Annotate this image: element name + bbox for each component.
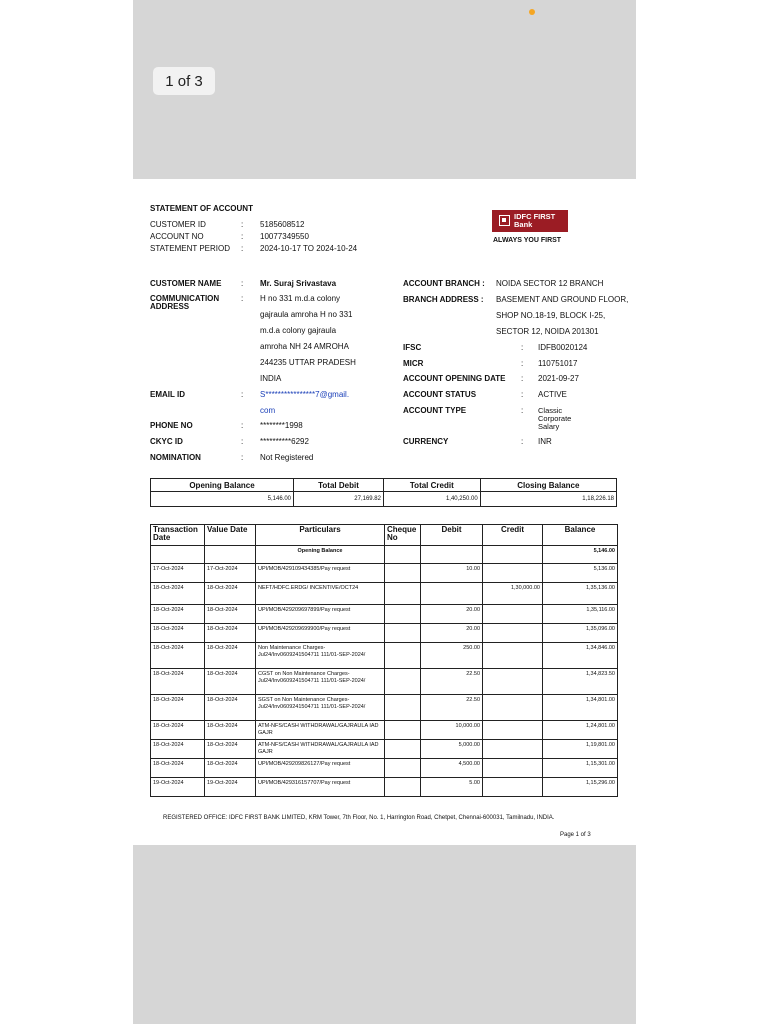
transaction-debit: 22.50: [421, 669, 483, 695]
transaction-credit: [483, 695, 543, 721]
page-indicator: 1 of 3: [153, 67, 215, 95]
column-header: Transaction Date: [151, 525, 205, 546]
transaction-balance: 1,15,301.00: [543, 759, 618, 778]
transaction-particulars: ATM-NFS/CASH WITHDRAWAL/GAJRAULA IAD GAJR: [256, 740, 385, 759]
phone-value: ********1998: [260, 421, 303, 430]
transaction-value-date: 18-Oct-2024: [205, 695, 256, 721]
transaction-cheque: [385, 564, 421, 583]
transaction-particulars: NEFT/HDFC.ERDG/ INCENTIVE/OCT24: [256, 583, 385, 605]
transaction-value-date: 18-Oct-2024: [205, 759, 256, 778]
nomination-label: NOMINATION: [150, 453, 201, 462]
transaction-value-date: 17-Oct-2024: [205, 564, 256, 583]
summary-header: Opening Balance: [151, 479, 294, 492]
transaction-particulars: CGST on Non Maintenance Charges-Jul24/Inv0609241504711 111/01-SEP-2024/: [256, 669, 385, 695]
statement-page: [133, 179, 636, 845]
transaction-credit: [483, 778, 543, 797]
address-line: 244235 UTTAR PRADESH: [260, 358, 356, 367]
idfc-first-bank-logo: [492, 210, 568, 232]
transaction-cheque: [385, 643, 421, 669]
transaction-value-date: 18-Oct-2024: [205, 605, 256, 624]
customer-id-label: CUSTOMER ID: [150, 220, 206, 229]
total-debit-value: 27,169.82: [294, 492, 384, 507]
transaction-debit: 5.00: [421, 778, 483, 797]
opening-date-value: 2021-09-27: [538, 374, 579, 383]
account-no-value: 10077349550: [260, 232, 309, 241]
account-type-line: Salary: [538, 422, 560, 431]
transaction-balance: 5,136.00: [543, 564, 618, 583]
currency-label: CURRENCY: [403, 437, 449, 446]
transaction-value-date: 18-Oct-2024: [205, 624, 256, 643]
branch-address-line: SECTOR 12, NOIDA 201301: [496, 327, 599, 336]
transaction-particulars: Non Maintenance Charges-Jul24/Inv0609241504711 111/01-SEP-2024/: [256, 643, 385, 669]
transaction-value-date: 18-Oct-2024: [205, 721, 256, 740]
bank-logo-icon: [499, 215, 510, 226]
account-no-colon: :: [241, 232, 244, 241]
colon: :: [241, 453, 244, 462]
total-credit-value: 1,40,250.00: [383, 492, 480, 507]
transaction-value-date: 18-Oct-2024: [205, 740, 256, 759]
logo-line-1: IDFC FIRST: [514, 212, 556, 221]
logo-text: [514, 213, 555, 229]
transaction-date: 18-Oct-2024: [151, 624, 205, 643]
transaction-cheque: [385, 759, 421, 778]
transaction-balance: 1,34,823.50: [543, 669, 618, 695]
transaction-cheque: [385, 740, 421, 759]
transaction-debit: 5,000.00: [421, 740, 483, 759]
address-line: gajraula amroha H no 331: [260, 310, 353, 319]
transaction-value-date: 18-Oct-2024: [205, 669, 256, 695]
transaction-debit: [421, 583, 483, 605]
transaction-cheque: [385, 669, 421, 695]
transaction-particulars: UPI/MOB/429109434385/Pay request: [256, 564, 385, 583]
transaction-debit: 20.00: [421, 605, 483, 624]
transaction-particulars: SGST on Non Maintenance Charges-Jul24/Inv0609241504711 111/01-SEP-2024/: [256, 695, 385, 721]
address-label-line-2: ADDRESS: [150, 302, 190, 311]
customer-id-value: 5185608512: [260, 220, 305, 229]
bank-tagline: ALWAYS YOU FIRST: [493, 237, 562, 244]
branch-address-line: SHOP NO.18-19, BLOCK I-25,: [496, 311, 606, 320]
transaction-debit: 20.00: [421, 624, 483, 643]
transaction-particulars: UPI/MOB/429209699900/Pay request: [256, 624, 385, 643]
account-no-label: ACCOUNT NO: [150, 232, 204, 241]
colon: :: [521, 437, 524, 446]
colon: :: [521, 343, 524, 352]
account-status-label: ACCOUNT STATUS: [403, 390, 477, 399]
transaction-debit: 22.50: [421, 695, 483, 721]
address-label-line-1: COMMUNICATION: [150, 294, 220, 303]
opening-balance-row: [151, 546, 618, 564]
colon: :: [521, 374, 524, 383]
transaction-debit: 10,000.00: [421, 721, 483, 740]
account-branch-label: ACCOUNT BRANCH :: [403, 279, 485, 288]
transaction-cheque: [385, 695, 421, 721]
opening-balance-value: 5,146.00: [151, 492, 294, 507]
transaction-row: [151, 624, 618, 643]
transaction-credit: [483, 564, 543, 583]
account-type-label: ACCOUNT TYPE: [403, 406, 467, 415]
transaction-row: [151, 778, 618, 797]
account-type-line: Corporate: [538, 414, 572, 423]
transactions-header-row: [151, 525, 618, 546]
micr-label: MICR: [403, 359, 424, 368]
colon: :: [521, 390, 524, 399]
ckyc-label: CKYC ID: [150, 437, 183, 446]
account-branch-value: NOIDA SECTOR 12 BRANCH: [496, 279, 604, 288]
address-line: amroha NH 24 AMROHA: [260, 342, 349, 351]
transaction-date: 17-Oct-2024: [151, 564, 205, 583]
transaction-balance: 1,34,801.00: [543, 695, 618, 721]
colon: :: [521, 359, 524, 368]
transaction-balance: 1,35,116.00: [543, 605, 618, 624]
transaction-cheque: [385, 624, 421, 643]
transaction-credit: [483, 624, 543, 643]
transaction-balance: 1,34,846.00: [543, 643, 618, 669]
column-header: Cheque No: [385, 525, 421, 546]
transaction-value-date: 19-Oct-2024: [205, 778, 256, 797]
email-link-line-2[interactable]: com: [260, 406, 276, 415]
transaction-credit: 1,30,000.00: [483, 583, 543, 605]
colon: :: [241, 279, 244, 288]
transaction-value-date: 18-Oct-2024: [205, 583, 256, 605]
ifsc-label: IFSC: [403, 343, 422, 352]
column-header: Balance: [543, 525, 618, 546]
colon: :: [241, 294, 244, 303]
transaction-date: 18-Oct-2024: [151, 759, 205, 778]
page-number: Page 1 of 3: [560, 832, 591, 838]
transaction-credit: [483, 643, 543, 669]
transaction-balance: 1,19,801.00: [543, 740, 618, 759]
ckyc-value: **********6292: [260, 437, 309, 446]
transaction-date: 18-Oct-2024: [151, 740, 205, 759]
micr-value: 110751017: [538, 359, 578, 368]
transaction-row: [151, 669, 618, 695]
column-header: Value Date: [205, 525, 256, 546]
transaction-row: [151, 695, 618, 721]
transaction-cheque: [385, 721, 421, 740]
ifsc-value: IDFB0020124: [538, 343, 588, 352]
logo-line-2: Bank: [514, 220, 533, 229]
summary-header: Total Debit: [294, 479, 384, 492]
statement-period-value: 2024-10-17 TO 2024-10-24: [260, 244, 358, 253]
email-link-line-1[interactable]: S****************7@gmail.: [260, 390, 350, 399]
statement-title: STATEMENT OF ACCOUNT: [150, 204, 253, 213]
transaction-cheque: [385, 778, 421, 797]
account-status-value: ACTIVE: [538, 390, 567, 399]
transaction-date: 19-Oct-2024: [151, 778, 205, 797]
colon: :: [241, 437, 244, 446]
transaction-cheque: [385, 583, 421, 605]
transaction-balance: 1,35,096.00: [543, 624, 618, 643]
transaction-debit: 10.00: [421, 564, 483, 583]
transaction-particulars: UPI/MOB/429209826127/Pay request: [256, 759, 385, 778]
transaction-balance: 1,35,136.00: [543, 583, 618, 605]
transaction-credit: [483, 669, 543, 695]
opening-balance-label: Opening Balance: [256, 546, 385, 564]
address-line: m.d.a colony gajraula: [260, 326, 337, 335]
transaction-credit: [483, 740, 543, 759]
colon: :: [241, 421, 244, 430]
transaction-cheque: [385, 605, 421, 624]
transaction-row: [151, 643, 618, 669]
colon: :: [241, 390, 244, 399]
transaction-credit: [483, 605, 543, 624]
transaction-date: 18-Oct-2024: [151, 583, 205, 605]
customer-id-colon: :: [241, 220, 244, 229]
transaction-debit: 250.00: [421, 643, 483, 669]
closing-balance-value: 1,18,226.18: [480, 492, 616, 507]
transaction-row: [151, 740, 618, 759]
transaction-row: [151, 583, 618, 605]
nomination-value: Not Registered: [260, 453, 314, 462]
summary-header: Closing Balance: [480, 479, 616, 492]
registered-office-footer: REGISTERED OFFICE: IDFC FIRST BANK LIMITED, KRM Tower, 7th Floor, No. 1, Harrington Road, Chetpet, Chennai-600031, Tamilnadu, INDIA.: [163, 815, 555, 821]
column-header: Particulars: [256, 525, 385, 546]
phone-label: PHONE NO: [150, 421, 193, 430]
account-type-line: Classic: [538, 406, 563, 415]
column-header: Debit: [421, 525, 483, 546]
transaction-date: 18-Oct-2024: [151, 721, 205, 740]
statement-period-colon: :: [241, 244, 244, 253]
transaction-balance: 1,15,296.00: [543, 778, 618, 797]
email-label: EMAIL ID: [150, 390, 185, 399]
transaction-date: 18-Oct-2024: [151, 669, 205, 695]
branch-address-line: BASEMENT AND GROUND FLOOR,: [496, 295, 629, 304]
transaction-date: 18-Oct-2024: [151, 605, 205, 624]
currency-value: INR: [538, 437, 552, 446]
opening-balance-amount: 5,146.00: [543, 546, 618, 564]
balance-summary-table: [150, 478, 617, 507]
customer-name-label: CUSTOMER NAME: [150, 279, 222, 288]
transaction-date: 18-Oct-2024: [151, 695, 205, 721]
transaction-particulars: ATM-NFS/CASH WITHDRAWAL/GAJRAULA IAD GAJR: [256, 721, 385, 740]
transaction-row: [151, 605, 618, 624]
column-header: Credit: [483, 525, 543, 546]
transaction-particulars: UPI/MOB/429316157707/Pay request: [256, 778, 385, 797]
statement-period-label: STATEMENT PERIOD: [150, 244, 231, 253]
notification-dot: [529, 9, 535, 15]
branch-address-label: BRANCH ADDRESS :: [403, 295, 484, 304]
customer-name-value: Mr. Suraj Srivastava: [260, 279, 337, 288]
address-line: H no 331 m.d.a colony: [260, 294, 341, 303]
transaction-row: [151, 564, 618, 583]
transaction-row: [151, 759, 618, 778]
transaction-particulars: UPI/MOB/429209697899/Pay request: [256, 605, 385, 624]
transaction-credit: [483, 721, 543, 740]
address-line: INDIA: [260, 374, 282, 383]
opening-date-label: ACCOUNT OPENING DATE: [403, 374, 506, 383]
transactions-table: [150, 524, 618, 797]
colon: :: [521, 406, 524, 415]
transaction-value-date: 18-Oct-2024: [205, 643, 256, 669]
transaction-row: [151, 721, 618, 740]
transaction-debit: 4,500.00: [421, 759, 483, 778]
summary-header: Total Credit: [383, 479, 480, 492]
transaction-date: 18-Oct-2024: [151, 643, 205, 669]
transaction-balance: 1,24,801.00: [543, 721, 618, 740]
transaction-credit: [483, 759, 543, 778]
